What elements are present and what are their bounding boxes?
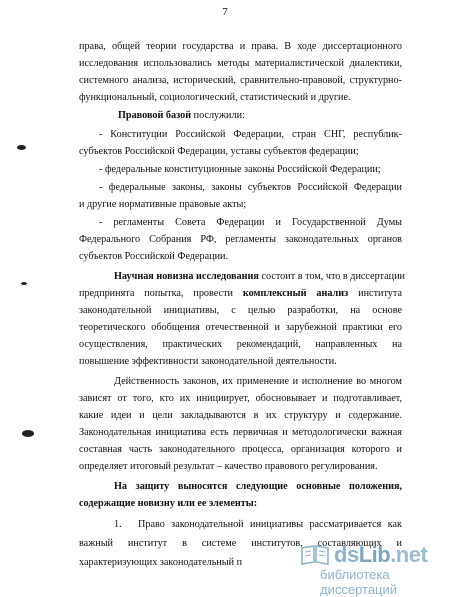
- text-span: предпринята попытка, провести: [79, 288, 243, 299]
- text-line: какие идеи и цели закладываются в их структуру и содержание.: [79, 410, 402, 421]
- watermark-caption: библиотека диссертаций: [320, 567, 398, 597]
- text-line: содержащие новизну или ее элементы:: [79, 498, 258, 509]
- bold-term: Научная новизна исследования: [114, 271, 259, 282]
- scan-speck: [17, 145, 26, 150]
- text-line: субъектов Российской Федерации.: [79, 251, 229, 262]
- text-line: Право законодательной инициативы рассматривается как: [138, 519, 402, 530]
- text-line: важный институт в системе институтов, составляющих и: [79, 538, 402, 549]
- bold-term: Правовой базой: [118, 110, 192, 121]
- text-line: - Конституции Российской Федерации, стран СНГ, республик-: [99, 129, 402, 140]
- logo-part: Lib: [358, 542, 391, 567]
- text-line: определяет итоговый результат – качество правового регулирования.: [79, 461, 378, 472]
- text-line: повышение эффективности законодательной деятельности.: [79, 356, 337, 367]
- text-line: характеризующих законодательный п: [79, 557, 243, 568]
- scan-speck: [22, 430, 34, 437]
- logo-part: .net: [390, 542, 428, 567]
- text-line: и другие нормативные правовые акты;: [79, 199, 247, 210]
- text-line: - регламенты Совета Федерации и Государственной Думы: [99, 217, 402, 228]
- text-line: теоретического обобщения отечественной и зарубежной практики его: [79, 322, 402, 333]
- text-line: Действенность законов, их применение и исполнение во многом: [114, 376, 402, 387]
- text-line: составная часть законодательного процесса, организация которого и: [79, 444, 402, 455]
- watermark: [290, 540, 450, 597]
- text-span: института: [348, 288, 402, 299]
- text-line: Федерального Собрания РФ, регламенты законодательных органов: [79, 234, 402, 245]
- text-line: исследования использовались методы материалистической диалектики,: [79, 58, 402, 69]
- text-line: [114, 270, 405, 283]
- text-line: - федеральные конституционные законы Российской Федерации;: [99, 164, 381, 175]
- logo-part: ds: [334, 542, 359, 567]
- text-line: - федеральные законы, законы субъектов Российской Федерации: [99, 182, 402, 193]
- text-span: послужили:: [191, 110, 245, 121]
- text-span: состоит в том, что в диссертации: [258, 271, 405, 282]
- bold-term: комплексный анализ: [242, 288, 349, 299]
- text-line: осуществления, практических рекомендаций, направленных на: [79, 339, 402, 350]
- text-line: законодательной инициативы, с целью разработки, на основе: [79, 305, 402, 316]
- text-line: субъектов Российской Федерации, уставы субъектов федерации;: [79, 146, 359, 157]
- text-line: системного анализа, исторический, сравнительно-правовой, структурно-: [79, 75, 402, 86]
- text-line: На защиту выносятся следующие основные положения,: [114, 481, 402, 492]
- text-line: функциональный, социологический, статистический и другие.: [79, 92, 351, 103]
- list-number: 1.: [114, 519, 122, 530]
- text-line: Законодательная инициатива есть первичная и методологически важная: [79, 427, 402, 438]
- book-icon: [300, 542, 330, 566]
- page-number: 7: [222, 6, 228, 18]
- scan-speck: [21, 282, 27, 285]
- text-line: [118, 109, 402, 122]
- text-line: зависят от того, кто их инициирует, обосновывает и подготавливает,: [79, 393, 402, 404]
- text-line: права, общей теории государства и права. В ходе диссертационного: [79, 41, 402, 52]
- watermark-logo: [334, 542, 427, 568]
- text-line: [79, 287, 402, 300]
